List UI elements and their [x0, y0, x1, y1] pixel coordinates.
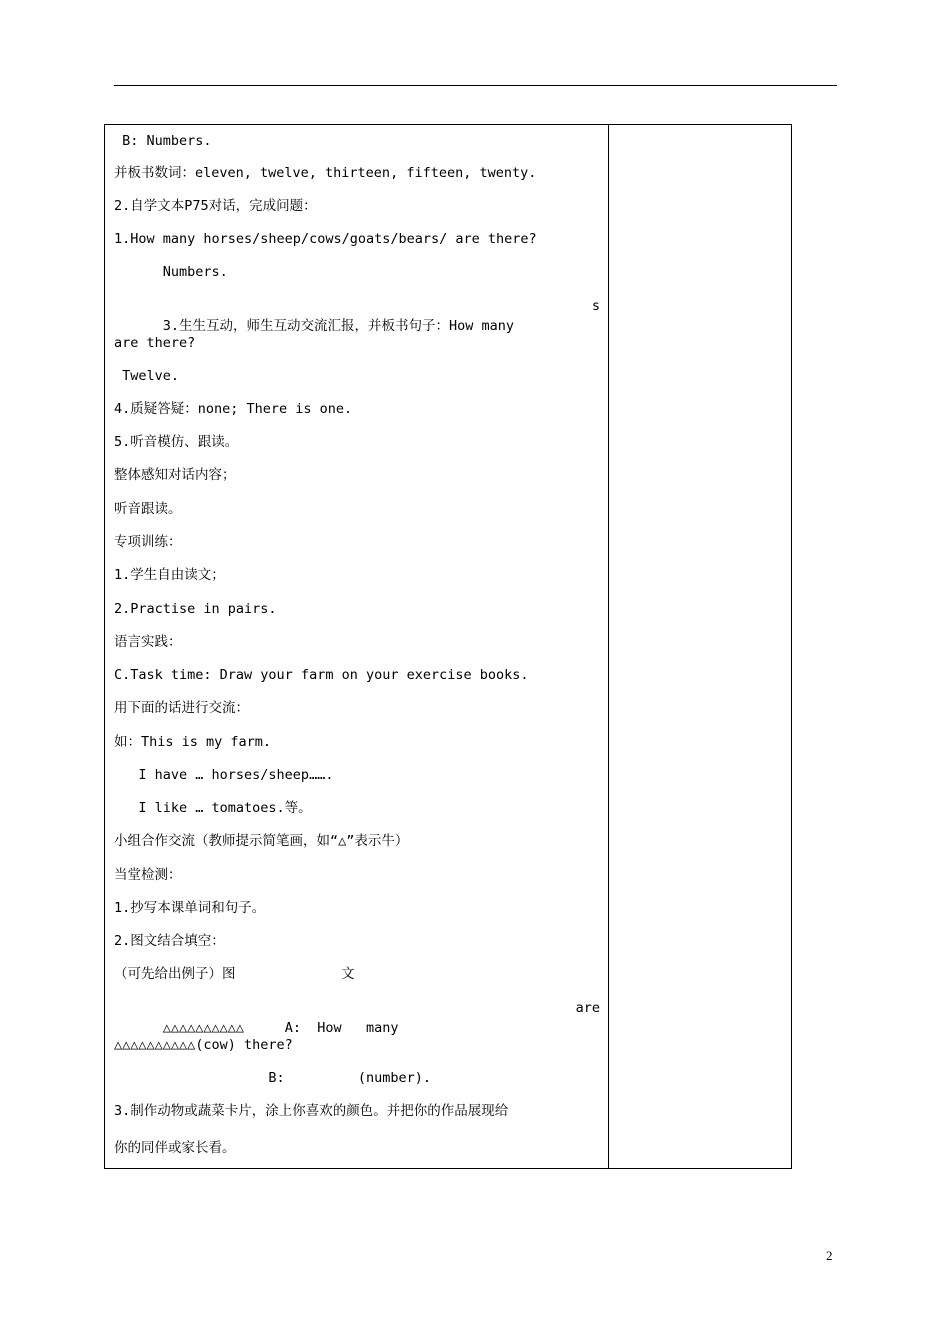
text-line: （可先给出例子）图 文 [114, 966, 355, 982]
text-line: 如：This is my farm. [114, 734, 272, 750]
text-line: C.Task time: Draw your farm on your exercise books. [114, 667, 529, 683]
text-line: 3.制作动物或蔬菜卡片，涂上你喜欢的颜色。并把你的作品展现给 [114, 1103, 509, 1119]
header-rule [114, 85, 837, 86]
text-line: 整体感知对话内容； [114, 467, 236, 483]
text-line: 4.质疑答疑：none; There is one. [114, 401, 353, 417]
text-line: Numbers. [114, 264, 228, 280]
page-number: 2 [826, 1248, 833, 1263]
text-segment: △△△△△△△△△△ A: How many [162, 1020, 399, 1036]
text-line: △△△△△△△△△△(cow) there? [114, 1037, 293, 1053]
text-segment: 3.生生互动，师生互动交流汇报，并板书句子：How many [162, 318, 515, 334]
text-line: 2.Practise in pairs. [114, 601, 277, 617]
text-line: 你的同伴或家长看。 [114, 1140, 236, 1156]
text-line: 并板书数词：eleven, twelve, thirteen, fifteen, twenty. [114, 165, 537, 181]
text-line: 当堂检测： [114, 867, 182, 883]
text-line: 2.图文结合填空： [114, 933, 225, 949]
text-line: 专项训练： [114, 534, 182, 550]
text-line: I like … tomatoes.等。 [114, 800, 312, 816]
text-line [114, 998, 600, 1036]
column-divider [608, 125, 609, 1168]
text-line: are there? [114, 335, 196, 351]
text-line: 语言实践： [114, 634, 182, 650]
text-line [114, 296, 600, 334]
lesson-table [104, 124, 792, 1169]
text-segment: are [575, 1000, 600, 1016]
text-line: 用下面的话进行交流： [114, 700, 249, 716]
text-line: 听音跟读。 [114, 501, 182, 517]
text-line: 2.自学文本P75对话，完成问题： [114, 198, 317, 214]
text-line: B: (number). [114, 1070, 431, 1086]
text-line: 1.How many horses/sheep/cows/goats/bears/ are there? [114, 231, 537, 247]
text-line: 1.抄写本课单词和句子。 [114, 900, 266, 916]
text-line: B: Numbers. [114, 133, 212, 149]
text-segment: s [591, 298, 600, 314]
text-line: 5.听音模仿、跟读。 [114, 434, 239, 450]
text-line: Twelve. [114, 368, 180, 384]
text-line: 小组合作交流（教师提示简笔画，如“△”表示牛） [114, 833, 409, 849]
text-line: I have … horses/sheep……. [114, 767, 334, 783]
text-line: 1.学生自由读文； [114, 567, 225, 583]
